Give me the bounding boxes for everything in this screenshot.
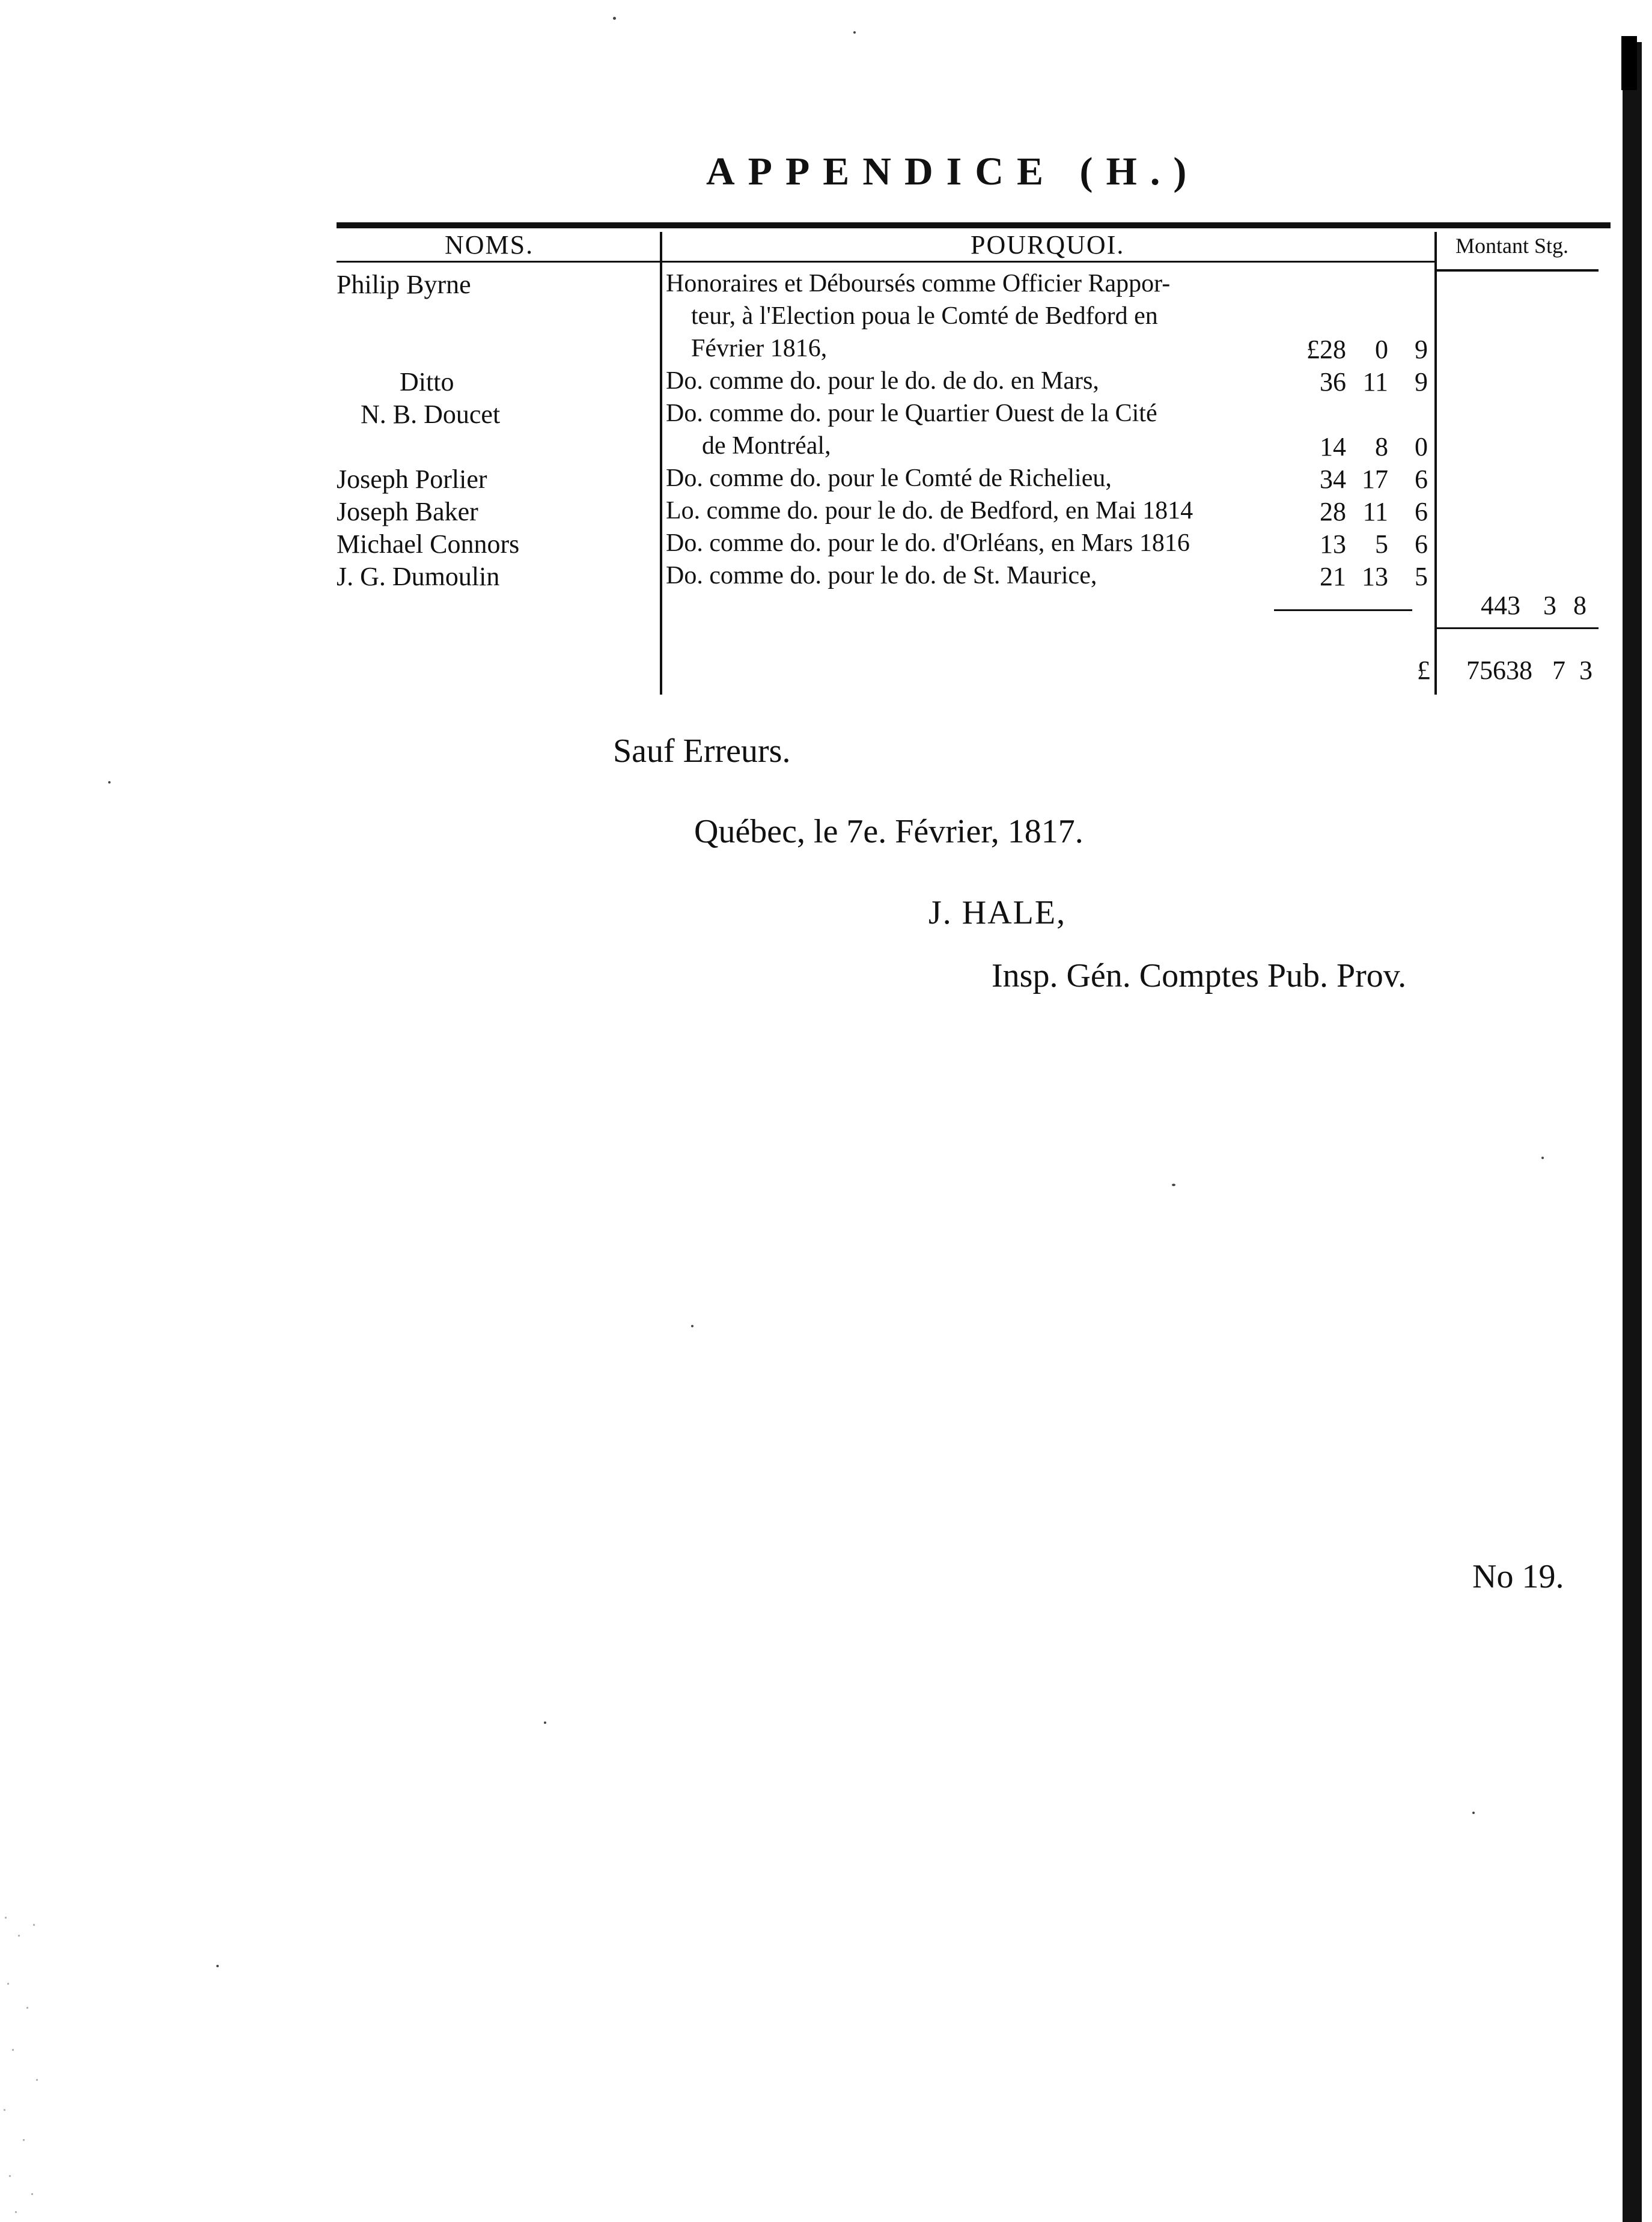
place-and-date: Québec, le 7e. Février, 1817. [694, 813, 1084, 850]
row-name: Joseph Porlier [337, 464, 487, 494]
row-description: Honoraires et Déboursés comme Officier Rappor- [666, 270, 1171, 297]
row-description: de Montréal, [702, 432, 831, 460]
amount-pounds: 34 [1320, 464, 1346, 494]
signer-title: Insp. Gén. Comptes Pub. Prov. [992, 957, 1407, 994]
scan-speck [613, 17, 616, 20]
row-description: Lo. comme do. pour le do. de Bedford, en Mai 1814 [666, 497, 1193, 525]
column-divider [1434, 232, 1437, 695]
amount-pounds: £28 [1306, 335, 1346, 364]
currency-symbol: £ [1417, 656, 1430, 685]
scan-speck [216, 1965, 219, 1967]
table-top-rule [337, 222, 1611, 228]
scan-speck [691, 1325, 693, 1327]
page-binding-edge [1623, 42, 1642, 2222]
column-header-amount: Montant Stg. [1455, 234, 1569, 258]
scan-speck [1472, 1812, 1475, 1814]
row-name: Michael Connors [337, 529, 520, 559]
amount-pence: 9 [1415, 367, 1428, 397]
total-rule [1436, 627, 1599, 629]
row-description: Do. comme do. pour le do. de St. Maurice, [666, 562, 1097, 589]
page-number: No 19. [1472, 1558, 1564, 1595]
row-description: teur, à l'Election poua le Comté de Bedford en [691, 302, 1158, 330]
column-header-purpose: POURQUOI. [971, 230, 1125, 260]
subtotal-shillings: 3 [1543, 591, 1556, 620]
scan-speck [544, 1721, 546, 1724]
signer-name: J. HALE, [928, 894, 1067, 931]
grand-total-shillings: 7 [1552, 656, 1565, 685]
row-description: Do. comme do. pour le Quartier Ouest de la Cité [666, 400, 1157, 427]
column-header-names: NOMS. [445, 230, 534, 260]
row-description: Do. comme do. pour le Comté de Richelieu, [666, 464, 1112, 492]
amount-shillings: 13 [1362, 562, 1388, 591]
row-description: Février 1816, [691, 335, 828, 362]
subtotal-rule [1274, 609, 1412, 611]
amount-pence: 5 [1415, 562, 1428, 591]
amount-shillings: 0 [1375, 335, 1388, 364]
scan-speck [1172, 1184, 1175, 1186]
amount-shillings: 8 [1375, 432, 1388, 461]
grand-total-pence: 3 [1579, 656, 1593, 685]
row-name: Joseph Baker [337, 497, 478, 526]
amount-pounds: 21 [1320, 562, 1346, 591]
amount-shillings: 11 [1362, 497, 1388, 526]
amount-shillings: 17 [1362, 464, 1388, 494]
column-divider [660, 232, 662, 695]
row-name: Philip Byrne [337, 270, 471, 299]
page-binding-edge-top [1621, 36, 1637, 90]
ledger-table [337, 216, 1623, 697]
scan-speck [108, 781, 111, 784]
row-name: N. B. Doucet [361, 400, 501, 429]
page-title: APPENDICE (H.) [706, 150, 1200, 193]
amount-pence: 0 [1415, 432, 1428, 461]
header-underline [337, 261, 661, 263]
row-description: Do. comme do. pour le do. d'Orléans, en Mars 1816 [666, 529, 1190, 557]
scan-speck [853, 31, 856, 34]
row-name: J. G. Dumoulin [337, 562, 500, 591]
subtotal-pounds: 443 [1481, 591, 1520, 620]
amount-pence: 6 [1415, 464, 1428, 494]
amount-pence: 9 [1415, 335, 1428, 364]
header-underline [661, 261, 1436, 263]
grand-total-pounds: 75638 [1466, 656, 1532, 685]
amount-pounds: 14 [1320, 432, 1346, 461]
subtotal-pence: 8 [1573, 591, 1586, 620]
amount-pounds: 36 [1320, 367, 1346, 397]
amount-pounds: 13 [1320, 529, 1346, 559]
scan-edge-noise [0, 1911, 48, 2222]
amount-shillings: 11 [1362, 367, 1388, 397]
errors-excepted-note: Sauf Erreurs. [613, 732, 791, 770]
amount-shillings: 5 [1375, 529, 1388, 559]
amount-pence: 6 [1415, 497, 1428, 526]
row-description: Do. comme do. pour le do. de do. en Mars, [666, 367, 1099, 395]
scan-speck [1541, 1157, 1544, 1159]
amount-pence: 6 [1415, 529, 1428, 559]
amount-pounds: 28 [1320, 497, 1346, 526]
header-underline [1436, 269, 1599, 272]
row-name: Ditto [400, 367, 454, 397]
